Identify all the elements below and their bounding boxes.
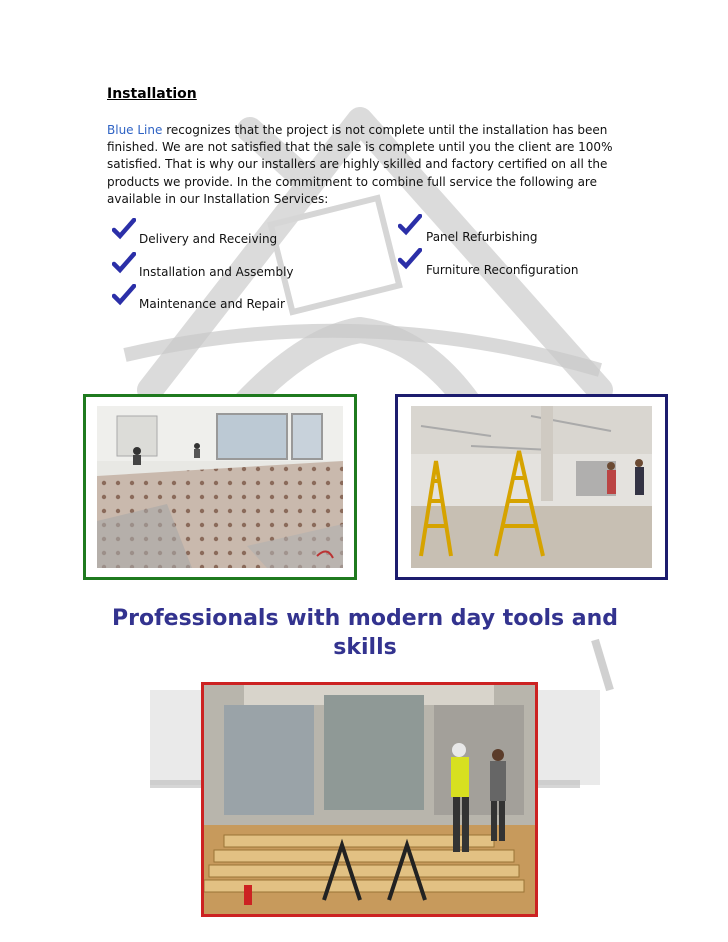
service-furniture-reconfiguration: Furniture Reconfiguration xyxy=(426,263,579,277)
checkmark-icon xyxy=(398,248,422,270)
brand-name: Blue Line xyxy=(107,123,163,137)
checkmark-icon xyxy=(398,214,422,236)
service-maintenance: Maintenance and Repair xyxy=(139,297,285,311)
photo-floor-installation xyxy=(83,394,357,580)
checkmark-icon xyxy=(112,218,136,240)
photo-ceiling-work xyxy=(395,394,668,580)
checkmark-icon xyxy=(112,284,136,306)
intro-text: recognizes that the project is not complete until the installation has been finished. We are not satisfied that the sale is complete until you the client are 100% satisfied. That is why our installers are highly skilled and factory certified on all the products we provide. In the commitment to combine full service the following are available in our Installation Services: xyxy=(107,123,613,206)
service-panel-refurbishing: Panel Refurbishing xyxy=(426,230,538,244)
intro-paragraph xyxy=(107,122,617,208)
slogan: Professionals with modern day tools and skills xyxy=(111,606,619,660)
checkmark-icon xyxy=(112,252,136,274)
service-delivery: Delivery and Receiving xyxy=(139,232,278,246)
service-installation: Installation and Assembly xyxy=(139,265,294,279)
photo-workers-cutting xyxy=(201,682,538,917)
section-heading: Installation xyxy=(107,86,197,102)
